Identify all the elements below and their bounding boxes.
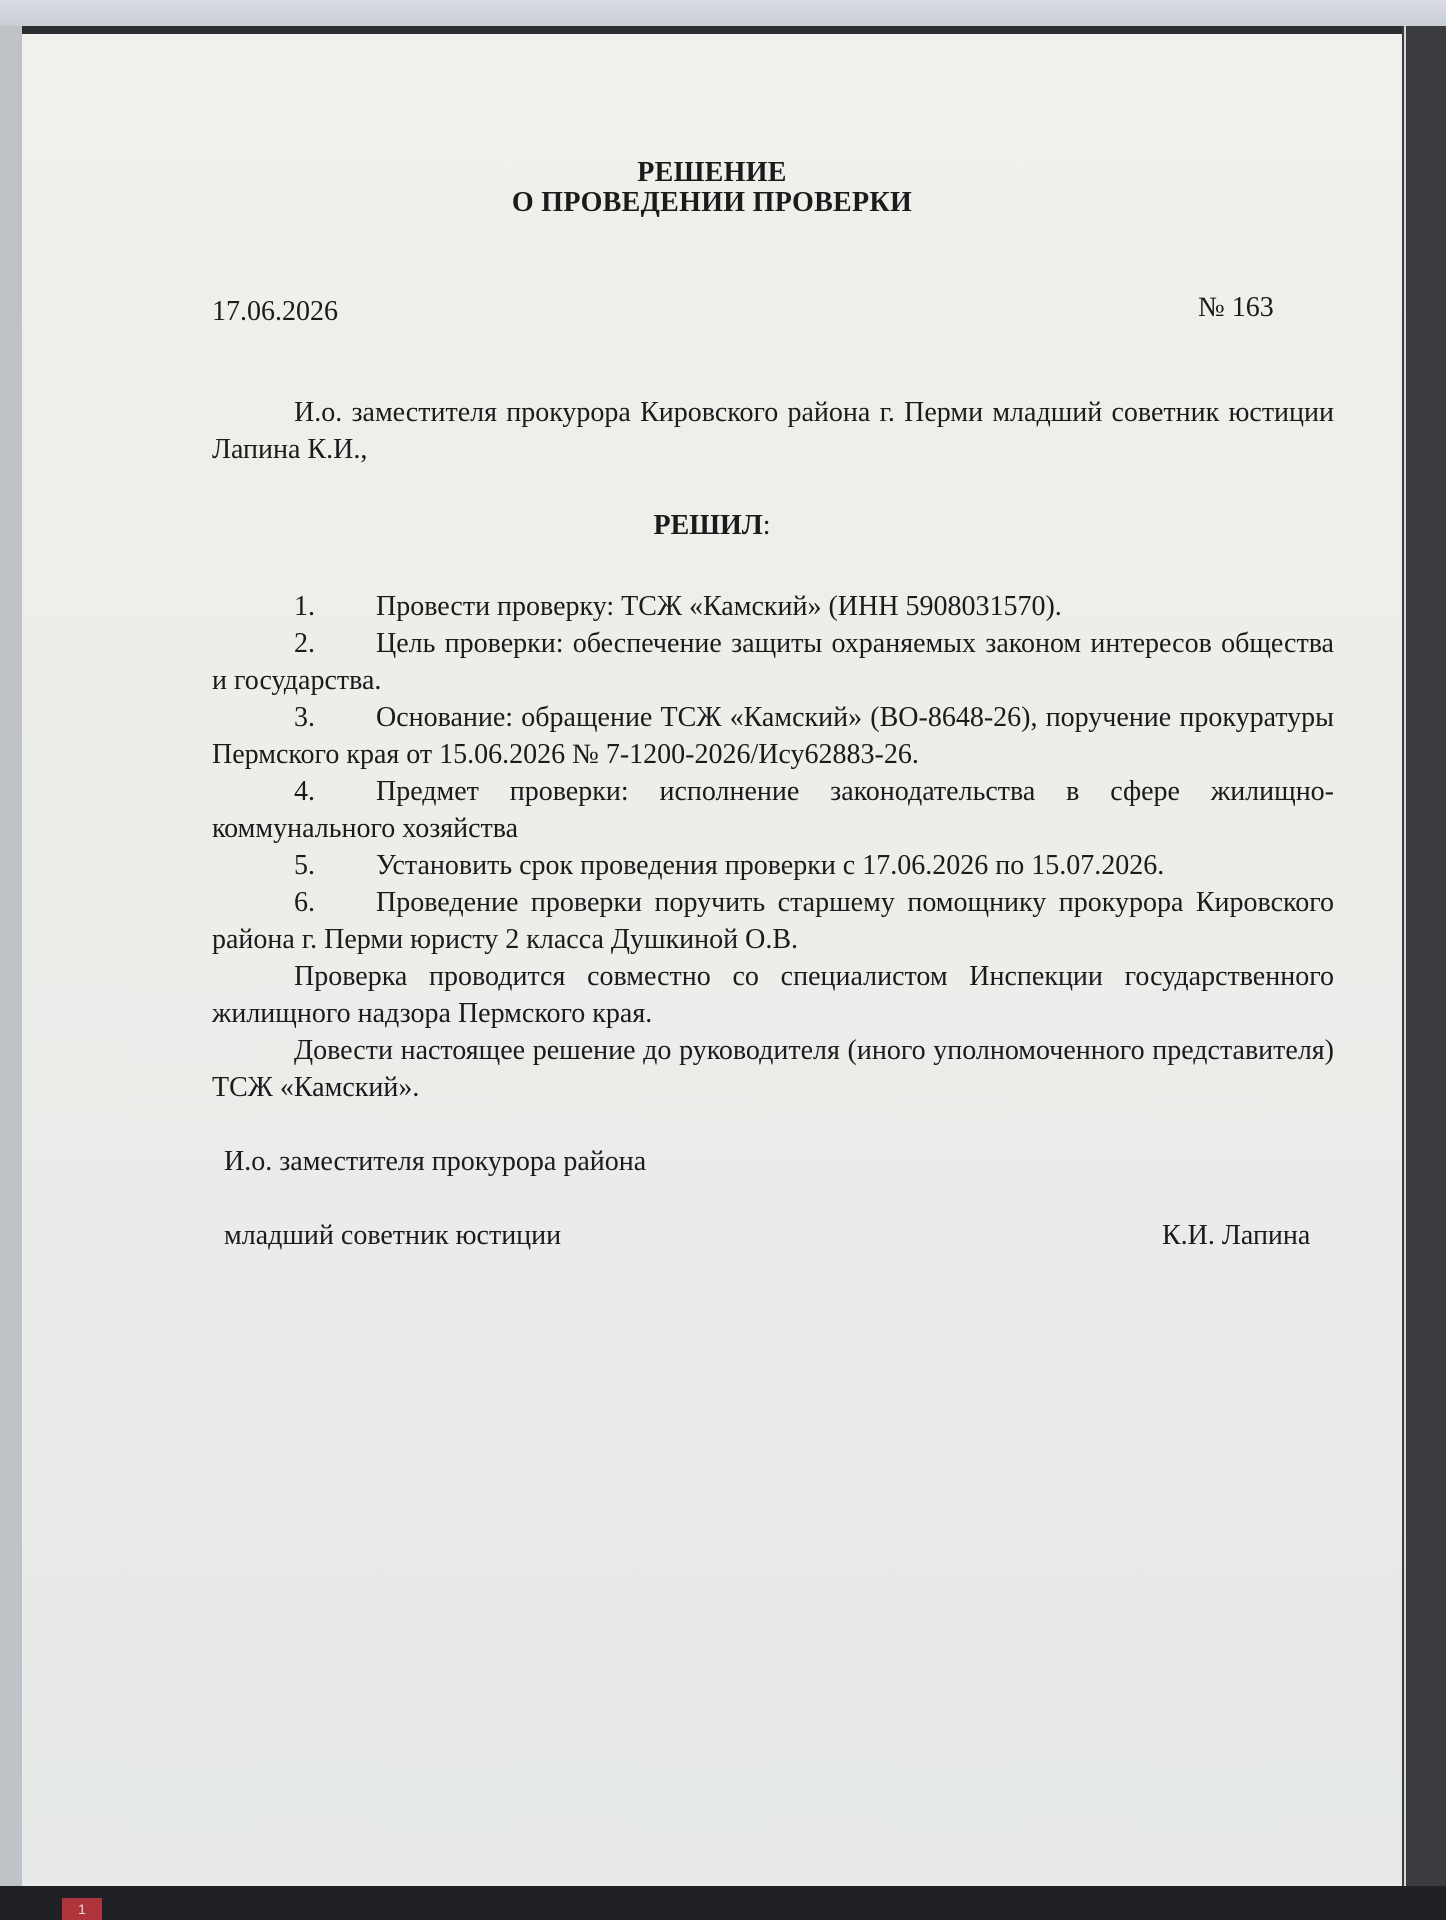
item-text: Цель проверки: обеспечение защиты охраняемых законом интересов общества и государства. bbox=[212, 628, 1334, 696]
item-text: Установить срок проведения проверки с 17.06.2026 по 15.07.2026. bbox=[376, 850, 1165, 881]
decision-items bbox=[212, 588, 1334, 1106]
document-number: № 163 bbox=[1198, 292, 1274, 323]
item-text: Основание: обращение ТСЖ «Камский» (ВО-8648-26), поручение прокуратуры Пермского края от 15.06.2026 № 7-1200-2026/Ису62883-26. bbox=[212, 702, 1334, 770]
intro-block bbox=[212, 394, 1334, 468]
decision-item bbox=[212, 588, 1334, 625]
joint-check-paragraph: Проверка проводится совместно со специалистом Инспекции государственного жилищного надзора Пермского края. bbox=[212, 961, 1334, 1029]
decision-item bbox=[212, 847, 1334, 884]
window-right-frame bbox=[1402, 26, 1446, 1886]
item-number: 3. bbox=[294, 702, 315, 733]
item-text: Проведение проверки поручить старшему помощнику прокурора Кировского района г. Перми юристу 2 класса Душкиной О.В. bbox=[212, 887, 1334, 955]
page-right-edge bbox=[1404, 26, 1406, 1886]
decided-colon: : bbox=[762, 510, 771, 541]
window-left-frame bbox=[0, 26, 22, 1886]
item-number: 5. bbox=[294, 850, 315, 881]
decided-heading bbox=[22, 510, 1402, 542]
item-text: Предмет проверки: исполнение законодательства в сфере жилищно-коммунального хозяйства bbox=[212, 776, 1334, 844]
taskbar-app-button[interactable]: 1 bbox=[62, 1898, 102, 1920]
item-text: Провести проверку: ТСЖ «Камский» (ИНН 5908031570). bbox=[376, 591, 1062, 622]
decision-item bbox=[212, 699, 1334, 773]
window-top-bar bbox=[0, 0, 1446, 26]
decided-word: РЕШИЛ bbox=[653, 510, 763, 541]
document-page bbox=[22, 34, 1402, 1886]
document-title bbox=[22, 158, 1402, 218]
title-line-2: О ПРОВЕДЕНИИ ПРОВЕРКИ bbox=[511, 187, 913, 218]
decision-item bbox=[212, 884, 1334, 958]
intro-paragraph: И.о. заместителя прокурора Кировского района г. Перми младший советник юстиции Лапина К.И., bbox=[212, 397, 1334, 465]
delivery-paragraph: Довести настоящее решение до руководителя (иного уполномоченного представителя) ТСЖ «Камский». bbox=[212, 1035, 1334, 1103]
decision-item bbox=[212, 625, 1334, 699]
document-date: 17.06.2026 bbox=[212, 296, 338, 327]
decision-item bbox=[212, 773, 1334, 847]
title-line-1: РЕШЕНИЕ bbox=[637, 157, 787, 188]
signature-rank: младший советник юстиции bbox=[224, 1220, 562, 1251]
item-number: 1. bbox=[294, 591, 315, 622]
taskbar bbox=[0, 1886, 1446, 1920]
signature-name: К.И. Лапина bbox=[1162, 1220, 1311, 1251]
item-number: 2. bbox=[294, 628, 315, 659]
item-number: 6. bbox=[294, 887, 315, 918]
signature-title: И.о. заместителя прокурора района bbox=[224, 1146, 647, 1177]
item-number: 4. bbox=[294, 776, 315, 807]
